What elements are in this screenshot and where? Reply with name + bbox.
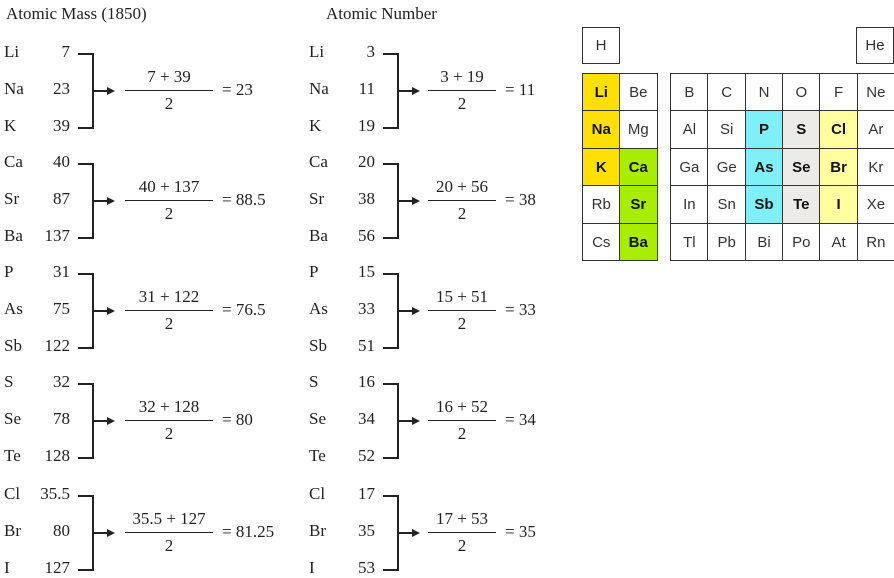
mass-result: = 23 [222,80,253,99]
number-value: 35 [358,521,375,540]
element-cell-he: He [856,27,894,64]
fraction-bar [125,532,213,533]
number-value: 19 [358,116,375,135]
element-cell-ca: Ca [619,148,658,187]
fraction-bar [428,420,496,421]
element-cell-se: Se [782,148,821,187]
element-cell-kr: Kr [857,148,894,187]
element-cell-s: S [782,110,821,149]
number-result: = 11 [505,80,536,99]
element-cell-sn: Sn [707,185,746,224]
fraction-bar [428,532,496,533]
element-symbol: Sr [4,189,20,208]
element-cell-ar: Ar [857,110,894,149]
number-value: 56 [358,226,375,245]
element-cell-tl: Tl [670,223,709,262]
fraction-bar [428,200,496,201]
arrow-icon [412,417,420,425]
mass-value: 39 [53,116,70,135]
fraction-numerator: 35.5 + 127 [132,509,206,528]
number-value: 20 [358,152,375,171]
fraction-denominator: 2 [457,314,467,333]
element-symbol: Li [309,42,325,61]
arrow-shaft [397,532,413,534]
mass-result: = 76.5 [222,300,266,319]
element-cell-li: Li [582,73,621,112]
element-symbol: S [309,372,319,391]
element-symbol: Te [4,446,21,465]
fraction-denominator: 2 [164,424,174,443]
element-cell-ge: Ge [707,148,746,187]
element-cell-sb: Sb [745,185,784,224]
bracket-bottom [78,457,93,459]
element-symbol: Na [309,79,329,98]
bracket-top [383,383,398,385]
arrow-icon [412,197,420,205]
fraction-numerator: 16 + 52 [435,397,489,416]
arrow-shaft [397,420,413,422]
element-cell-c: C [707,73,746,112]
mass-result: = 88.5 [222,190,266,209]
element-cell-o: O [782,73,821,112]
element-cell-mg: Mg [619,110,658,149]
bracket-bottom [78,569,93,571]
element-symbol: K [4,116,17,135]
element-symbol: Sb [4,336,22,355]
heading-atomic-number: Atomic Number [326,4,437,23]
arrow-icon [412,529,420,537]
arrow-shaft [92,420,108,422]
bracket-bottom [383,569,398,571]
arrow-icon [107,87,115,95]
element-cell-cl: Cl [819,110,858,149]
fraction-bar [428,310,496,311]
mass-value: 80 [53,521,70,540]
bracket-bottom [78,127,93,129]
arrow-icon [107,529,115,537]
fraction-bar [125,420,213,421]
element-cell-h: H [582,27,620,64]
element-symbol: Ba [4,226,23,245]
element-symbol: Br [309,521,326,540]
element-symbol: Cl [4,484,21,503]
fraction-denominator: 2 [164,314,174,333]
number-value: 15 [358,262,375,281]
bracket-top [78,495,93,497]
bracket-top [78,383,93,385]
element-symbol: Te [309,446,326,465]
mass-value: 128 [44,446,70,465]
number-value: 34 [358,409,375,428]
number-value: 16 [358,372,375,391]
fraction-numerator: 32 + 128 [138,397,200,416]
bracket-top [383,53,398,55]
bracket-top [383,495,398,497]
bracket-top [78,163,93,165]
element-symbol: Se [309,409,326,428]
number-value: 52 [358,446,375,465]
heading-atomic-mass: Atomic Mass (1850) [6,4,147,23]
element-symbol: Sb [309,336,327,355]
arrow-shaft [92,532,108,534]
fraction-denominator: 2 [164,536,174,555]
element-symbol: P [4,262,14,281]
element-symbol: S [4,372,14,391]
number-value: 17 [358,484,375,503]
arrow-shaft [92,200,108,202]
bracket-bottom [383,347,398,349]
bracket-bottom [383,127,398,129]
number-value: 38 [358,189,375,208]
fraction-denominator: 2 [457,94,467,113]
arrow-shaft [397,200,413,202]
mass-value: 31 [53,262,70,281]
fraction-numerator: 31 + 122 [138,287,200,306]
number-value: 51 [358,336,375,355]
element-cell-ga: Ga [670,148,709,187]
number-value: 33 [358,299,375,318]
element-cell-cs: Cs [582,223,621,262]
bracket-top [78,273,93,275]
element-cell-na: Na [582,110,621,149]
element-cell-xe: Xe [857,185,894,224]
mass-value: 137 [44,226,70,245]
element-symbol: K [309,116,322,135]
element-symbol: As [309,299,328,318]
fraction-denominator: 2 [457,536,467,555]
mass-result: = 80 [222,410,253,429]
element-symbol: I [4,558,10,577]
number-value: 3 [366,42,375,61]
mass-value: 122 [44,336,70,355]
bracket-top [78,53,93,55]
element-cell-b: B [670,73,709,112]
mass-value: 23 [53,79,70,98]
fraction-numerator: 3 + 19 [440,67,484,86]
mass-value: 78 [53,409,70,428]
element-cell-n: N [745,73,784,112]
arrow-icon [412,87,420,95]
mass-value: 7 [61,42,70,61]
number-result: = 33 [505,300,536,319]
element-cell-in: In [670,185,709,224]
arrow-shaft [92,90,108,92]
element-symbol: I [309,558,315,577]
number-result: = 38 [505,190,536,209]
arrow-icon [412,307,420,315]
mass-value: 127 [44,558,70,577]
fraction-bar [125,200,213,201]
element-cell-p: P [745,110,784,149]
element-cell-br: Br [819,148,858,187]
element-cell-ne: Ne [857,73,894,112]
arrow-shaft [397,90,413,92]
fraction-numerator: 40 + 137 [138,177,200,196]
element-cell-sr: Sr [619,185,658,224]
bracket-bottom [78,237,93,239]
mass-value: 87 [53,189,70,208]
fraction-numerator: 17 + 53 [435,509,489,528]
fraction-bar [125,90,213,91]
bracket-top [383,163,398,165]
bracket-bottom [78,347,93,349]
mass-value: 32 [53,372,70,391]
mass-value: 75 [53,299,70,318]
element-cell-i: I [819,185,858,224]
element-cell-bi: Bi [745,223,784,262]
element-cell-at: At [819,223,858,262]
bracket-bottom [383,237,398,239]
number-result: = 35 [505,522,536,541]
element-symbol: Se [4,409,21,428]
arrow-icon [107,307,115,315]
element-cell-pb: Pb [707,223,746,262]
element-cell-as: As [745,148,784,187]
element-cell-si: Si [707,110,746,149]
number-result: = 34 [505,410,536,429]
element-symbol: Ca [4,152,23,171]
fraction-numerator: 20 + 56 [435,177,489,196]
mass-value: 40 [53,152,70,171]
element-symbol: Li [4,42,20,61]
element-cell-te: Te [782,185,821,224]
bracket-top [383,273,398,275]
element-symbol: P [309,262,319,281]
element-symbol: Sr [309,189,325,208]
element-cell-f: F [819,73,858,112]
fraction-bar [428,90,496,91]
element-symbol: Cl [309,484,326,503]
arrow-shaft [92,310,108,312]
fraction-numerator: 15 + 51 [435,287,489,306]
element-cell-be: Be [619,73,658,112]
mass-value: 35.5 [40,484,70,503]
fraction-denominator: 2 [164,204,174,223]
element-symbol: Ba [309,226,328,245]
element-symbol: Br [4,521,21,540]
arrow-icon [107,417,115,425]
mass-result: = 81.25 [222,522,275,541]
element-cell-al: Al [670,110,709,149]
number-value: 53 [358,558,375,577]
fraction-bar [125,310,213,311]
element-symbol: Ca [309,152,328,171]
fraction-denominator: 2 [164,94,174,113]
number-value: 11 [358,79,375,98]
element-cell-po: Po [782,223,821,262]
element-symbol: Na [4,79,24,98]
arrow-shaft [397,310,413,312]
bracket-bottom [383,457,398,459]
element-cell-rn: Rn [857,223,894,262]
arrow-icon [107,197,115,205]
element-cell-ba: Ba [619,223,658,262]
fraction-denominator: 2 [457,204,467,223]
fraction-denominator: 2 [457,424,467,443]
element-cell-k: K [582,148,621,187]
element-symbol: As [4,299,23,318]
element-cell-rb: Rb [582,185,621,224]
fraction-numerator: 7 + 39 [147,67,191,86]
